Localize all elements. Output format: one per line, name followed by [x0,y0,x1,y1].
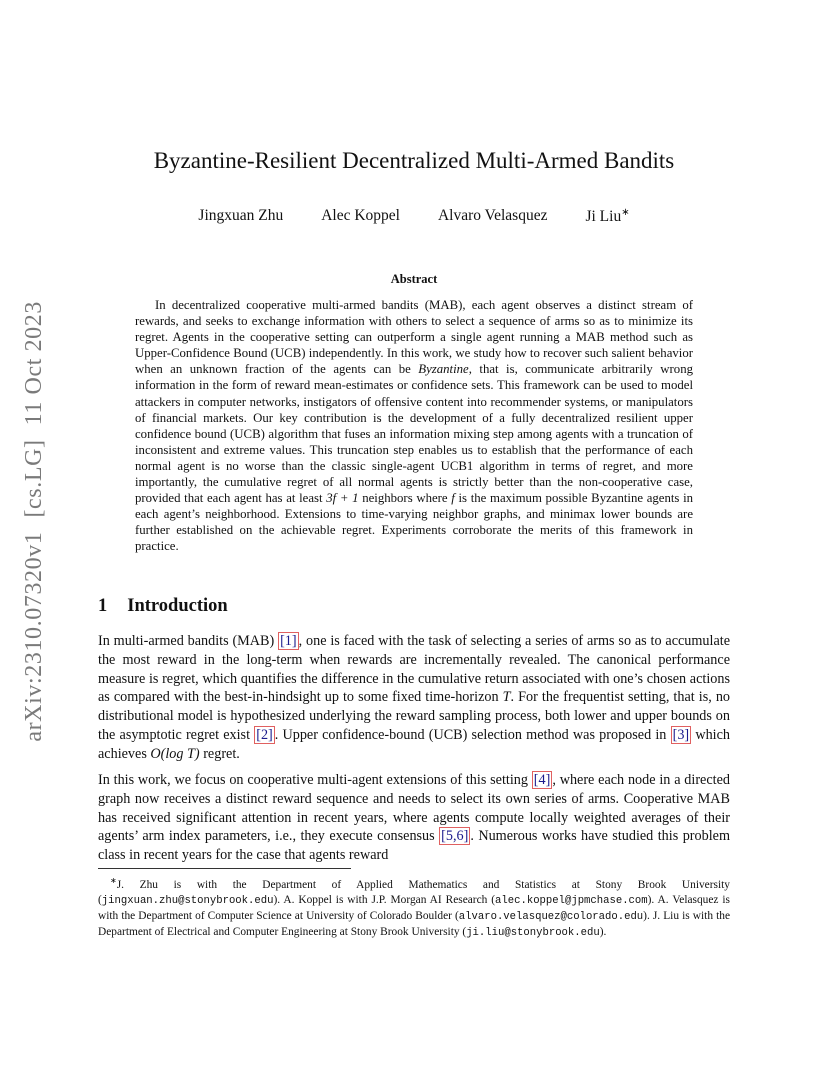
author-list [98,207,730,226]
paragraph-text: . For the frequentist setting, that is, no distributional model is hypothesized underlying the reward sampling process, both lower and upper bounds on the asymptotic regret exist [98,689,731,743]
paper-title: Byzantine-Resilient Decentralized Multi-Armed Bandits [153,148,675,173]
math-expression: 3f + 1 [326,491,359,506]
citation-link[interactable]: [4] [533,772,551,788]
footnote-marker[interactable]: ∗ [621,207,630,218]
author-name: Alec Koppel [321,207,400,224]
citation-link[interactable]: [1] [280,633,297,649]
arxiv-date: 11 Oct 2023 [21,301,47,426]
arxiv-identifier [21,287,48,742]
abstract-text: neighbors where [358,491,452,506]
footnote-text: ). A. Velasquez is with the Department of Computer Science at University of Colorado Boulder ( [98,894,730,923]
footnote-text: ). A. Koppel is with J.P. Morgan AI Research ( [273,894,496,906]
author-name: Ji Liu [585,208,622,226]
arxiv-id: arXiv:2310.07320v1 [21,531,47,742]
paragraph-text: , one is faced with the task of selecting a series of arms so as to accumulate the most reward in the long-term when rewards are incrementally revealed. The canonical performance measure is regret, which quantifies the difference in the cumulative return associated with one’s chosen actions as compared with the best-in-hindsight up to some fixed time-horizon [98,633,731,706]
abstract-text: In decentralized cooperative multi-armed bandits (MAB), each agent observes a distinct stream of rewards, and seeks to exchange information with others to select a sequence of arms so as to minimize its regret. Agents in the cooperative setting can outperform a single agent running a MAB method such as Upper-Confidence Bound (UCB) independently. In this work, we study how to recover such salient behavior when an unknown fraction of the agents can be [135,298,693,377]
footnote-text: ). [599,926,607,939]
section-title: Introduction [127,596,228,616]
abstract-emphasis: Byzantine [418,362,469,377]
citation-link[interactable]: [2] [256,726,273,743]
math-expression: T [502,689,511,706]
paragraph-text: . Numerous works have studied this problem class in recent years for the case that agents reward [98,828,730,864]
email-address[interactable]: ji.liu@stonybrook.edu [466,927,600,940]
paragraph-text: , where each node in a directed graph now receives a distinct reward sequence and needs to select its own series of arms. Cooperative MAB has received significant attention in recent years, where agents compute locally weighted averages of their agents’ arm index parameters, i.e., they execute consensus [98,772,730,845]
author-name-with-mark [585,207,629,226]
footnote-rule [98,868,351,869]
arxiv-category: [cs.LG] [21,439,47,518]
abstract-text: , that is, communicate arbitrarily wrong information in the form of reward mean-estimates or confidence sets. This framework can be used to model attackers in computer networks, instigators of offensive content into recommender systems, or manipulators of financial markets. Our key contribution is the development of a fully decentralized resilient upper confidence bound (UCB) algorithm that fuses an information mixing step among agents with a truncation of inconsistent and extreme values. This truncation step enables us to establish that the performance of each normal agent is no worse than the classic single-agent UCB1 algorithm in terms of regret, and more importantly, the cumulative regret of all normal agents is strictly better than the non-cooperative case, provided that each agent has at least [135,362,693,506]
math-expression: O(log T) [150,745,200,762]
paragraph-text: In multi-armed bandits (MAB) [98,633,279,649]
author-name: Alvaro Velasquez [437,207,548,224]
abstract-body [135,297,693,555]
paragraph-text: In this work, we focus on cooperative multi-agent extensions of this setting [98,772,532,788]
email-address[interactable]: jingxuan.zhu@stonybrook.edu [101,895,274,907]
arxiv-sidebar-stamp [12,0,60,1072]
abstract-text: is the maximum possible Byzantine agents in each agent’s neighborhood. Extensions to time-varying neighbor graphs, and minimax lower bounds are further established on the achievable regret. Experiments corroborate the merits of this framework in practice. [135,491,694,554]
footnote-text: ). J. Liu is with the Department of Electrical and Computer Engineering at Stony Brook University ( [98,910,730,939]
paragraph-text: . Upper confidence-bound (UCB) selection method was proposed in [274,726,671,743]
paragraph-text: regret. [199,745,240,762]
paragraph-text: which achieves [98,726,730,762]
citation-link[interactable]: [3] [672,726,690,743]
abstract-heading: Abstract [390,272,438,286]
email-address[interactable]: alvaro.velasquez@colorado.edu [458,911,644,924]
citation-link[interactable]: [5,6] [441,828,469,845]
email-address[interactable]: alec.koppel@jpmchase.com [495,895,648,907]
math-expression: f [451,491,455,506]
author-name: Jingxuan Zhu [198,207,284,224]
section-number: 1 [98,596,108,616]
intro-paragraph [98,771,730,865]
footnote [98,873,730,942]
footnote-mark: ∗ [110,876,117,885]
section-heading [98,596,228,617]
footnote-text: J. Zhu is with the Department of Applied Mathematics and Statistics at Stony Brook University ( [98,878,730,906]
intro-paragraph [98,632,730,764]
